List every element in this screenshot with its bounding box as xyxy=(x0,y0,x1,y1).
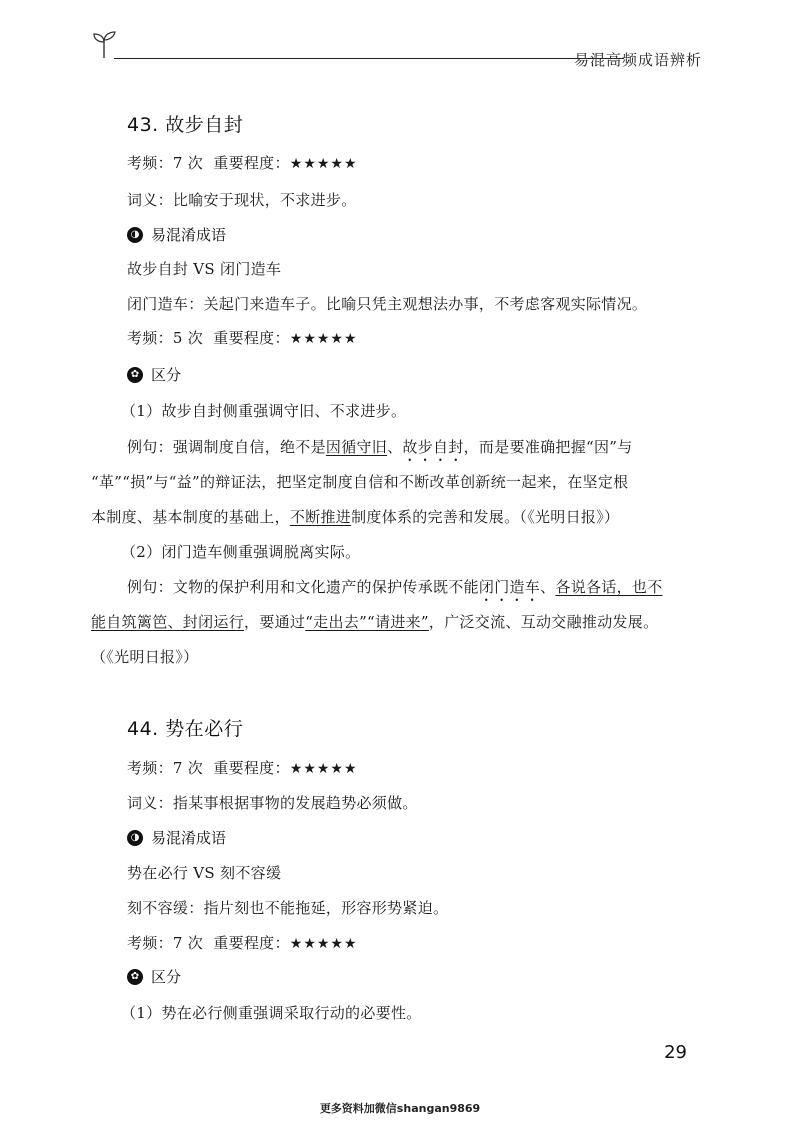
text: 例句：强调制度自信，绝不是 xyxy=(127,438,326,456)
underlined-phrase: 各说各话，也不 xyxy=(555,578,663,596)
entry-43-title: 43. 故步自封 xyxy=(127,114,244,136)
frequency-label: 考频：5 次 xyxy=(127,329,204,347)
sprout-icon xyxy=(92,30,118,60)
importance-label: 重要程度： xyxy=(213,154,290,172)
entry-43-example-2-line-1 xyxy=(127,576,663,605)
entry-43-point-2: （2）闭门造车侧重强调脱离实际。 xyxy=(121,543,361,561)
page-number: 29 xyxy=(664,1042,687,1063)
importance-stars: ★★★★★ xyxy=(289,761,358,777)
entry-43-example-2-line-3: （《光明日报》） xyxy=(91,648,199,666)
header-title: 易混高频成语辨析 xyxy=(573,51,702,69)
entry-44-other-meaning: 刻不容缓：指片刻也不能拖延，形容形势紧迫。 xyxy=(127,899,449,917)
entry-44-other-frequency xyxy=(127,932,358,953)
text: ，要通过 xyxy=(244,613,306,631)
text: 本制度、基本制度的基础上， xyxy=(91,508,290,526)
text: 制度体系的完善和发展。（《光明日报》） xyxy=(351,508,620,526)
header-rule xyxy=(114,58,624,59)
entry-44-compare: 势在必行 VS 刻不容缓 xyxy=(127,864,282,882)
frequency-label: 考频：7 次 xyxy=(127,154,204,172)
distinguish-heading-text: 区分 xyxy=(151,366,182,384)
confusable-heading-text: 易混淆成语 xyxy=(151,829,227,847)
running-header xyxy=(92,22,702,70)
importance-label: 重要程度： xyxy=(213,759,290,777)
distinguish-icon: ✿ xyxy=(127,969,143,985)
confusable-icon: ◑ xyxy=(127,830,143,846)
entry-43-example-1-line-3 xyxy=(91,506,619,527)
entry-44-point-1: （1）势在必行侧重强调采取行动的必要性。 xyxy=(121,1004,422,1022)
underlined-phrase: 不断推进 xyxy=(289,508,352,526)
distinguish-heading-text: 区分 xyxy=(151,968,182,986)
entry-43-point-1: （1）故步自封侧重强调守旧、不求进步。 xyxy=(121,402,407,420)
entry-44-frequency xyxy=(127,757,358,778)
entry-43-confusable-heading xyxy=(127,224,226,245)
confusable-heading-text: 易混淆成语 xyxy=(151,226,227,244)
frequency-label: 考频：7 次 xyxy=(127,759,204,777)
entry-43-example-1-line-1 xyxy=(127,436,633,465)
entry-43-meaning: 词义：比喻安于现状，不求进步。 xyxy=(127,191,357,209)
underlined-phrase: 能自筑篱笆、封闭运行 xyxy=(91,613,245,631)
entry-44-confusable-heading xyxy=(127,827,226,848)
importance-label: 重要程度： xyxy=(213,329,290,347)
underlined-phrase: 因循守旧 xyxy=(325,438,388,456)
entry-44-meaning: 词义：指某事根据事物的发展趋势必须做。 xyxy=(127,794,418,812)
entry-43-other-meaning: 闭门造车：关起门来造车子。比喻只凭主观想法办事，不考虑客观实际情况。 xyxy=(127,295,648,313)
text: 、 xyxy=(387,438,403,456)
entry-44-distinguish-heading xyxy=(127,966,181,987)
entry-43-frequency xyxy=(127,152,358,173)
importance-stars: ★★★★★ xyxy=(289,331,358,347)
entry-43-example-1-line-2: “革”“损”与“益”的辩证法，把坚定制度自信和不断改革创新统一起来，在坚定根 xyxy=(91,473,629,491)
text: 、 xyxy=(540,578,556,596)
underlined-phrase: “走出去”“请进来” xyxy=(305,613,429,631)
emphasized-idiom: 故步自封 xyxy=(402,438,464,456)
entry-43-compare: 故步自封 VS 闭门造车 xyxy=(127,260,282,278)
emphasized-idiom: 闭门造车 xyxy=(478,578,541,596)
footer-note: 更多资料加微信shangan9869 xyxy=(319,1102,481,1115)
confusable-icon: ◑ xyxy=(127,227,143,243)
text: ，而是要准确把握“因”与 xyxy=(463,438,633,456)
text: ，广泛交流、互动交融推动发展。 xyxy=(428,613,659,631)
entry-43-distinguish-heading xyxy=(127,364,181,385)
frequency-label: 考频：7 次 xyxy=(127,934,204,952)
importance-stars: ★★★★★ xyxy=(289,936,358,952)
text: 例句：文物的保护利用和文化遗产的保护传承既不能 xyxy=(127,578,479,596)
importance-label: 重要程度： xyxy=(213,934,290,952)
distinguish-icon: ✿ xyxy=(127,367,143,383)
entry-43-other-frequency xyxy=(127,327,358,348)
entry-43-example-2-line-2 xyxy=(91,611,658,632)
entry-44-title: 44. 势在必行 xyxy=(127,718,244,740)
importance-stars: ★★★★★ xyxy=(289,156,358,172)
